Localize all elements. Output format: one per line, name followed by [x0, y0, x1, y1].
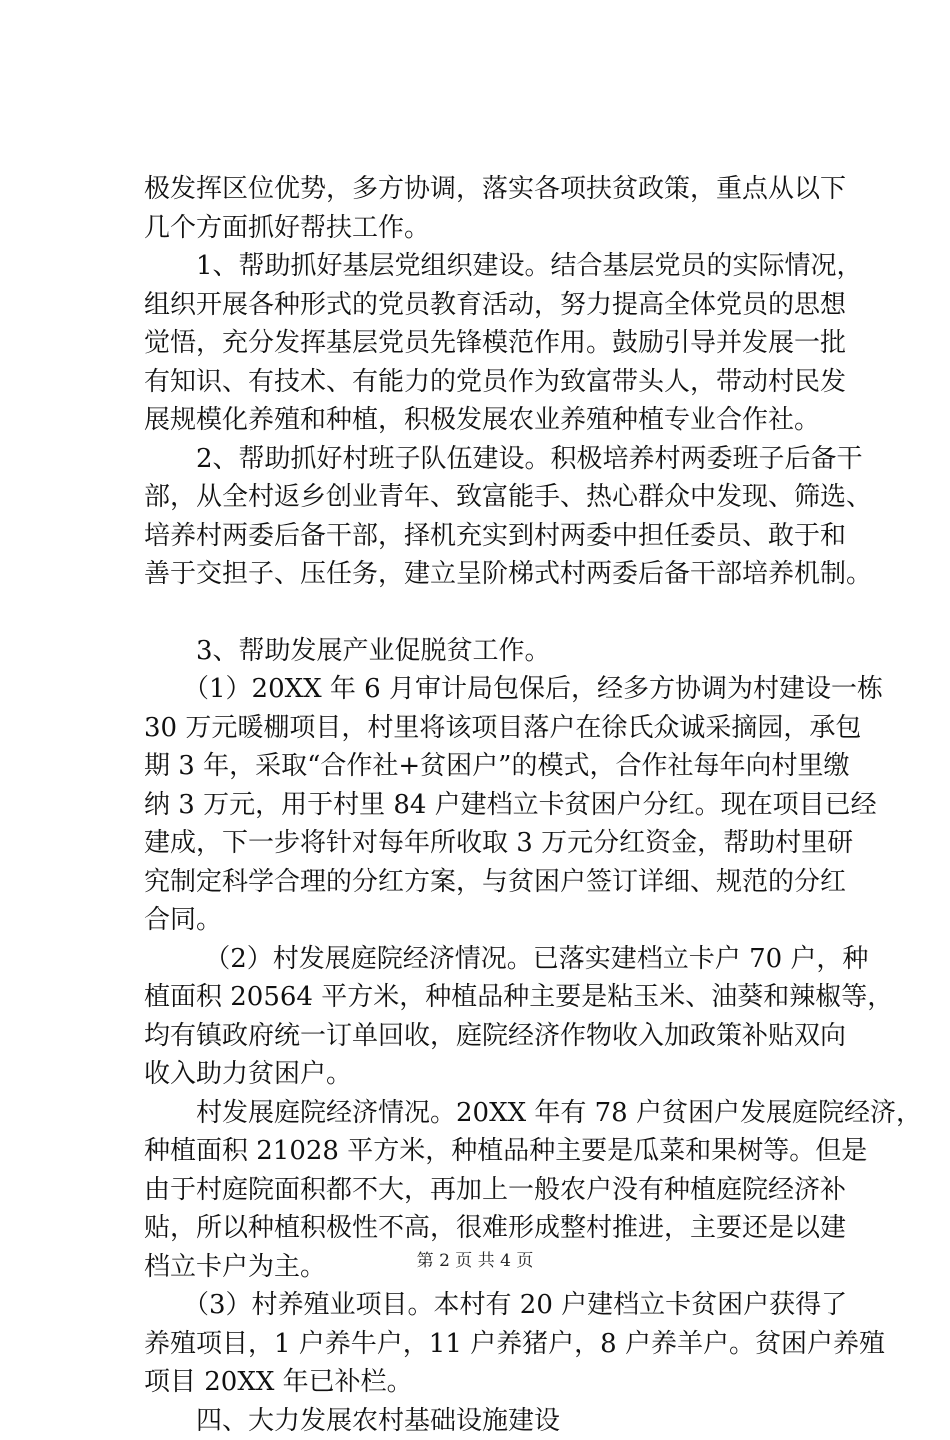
text-line: 由于村庭院面积都不大，再加上一般农户没有种植庭院经济补 — [144, 1171, 844, 1210]
text-line: （2）村发展庭院经济情况。已落实建档立卡户 70 户，种 — [144, 940, 844, 979]
text-line: 觉悟，充分发挥基层党员先锋模范作用。鼓励引导并发展一批 — [144, 324, 844, 363]
page-number-footer: 第 2 页 共 4 页 — [0, 1246, 950, 1271]
text-line: 档立卡户为主。 — [144, 1248, 844, 1287]
text-line: 植面积 20564 平方米，种植品种主要是粘玉米、油葵和辣椒等， — [144, 978, 844, 1017]
text-line: 2、帮助抓好村班子队伍建设。积极培养村两委班子后备干 — [144, 440, 844, 479]
text-line: 建成，下一步将针对每年所收取 3 万元分红资金，帮助村里研 — [144, 824, 844, 863]
text-line: （3）村养殖业项目。本村有 20 户建档立卡贫困户获得了 — [144, 1286, 844, 1325]
text-line: 种植面积 21028 平方米，种植品种主要是瓜菜和果树等。但是 — [144, 1132, 844, 1171]
text-line: 养殖项目，1 户养牛户，11 户养猪户，8 户养羊户。贫困户养殖 — [144, 1325, 844, 1364]
text-line: 村发展庭院经济情况。20XX 年有 78 户贫困户发展庭院经济， — [144, 1094, 844, 1133]
text-line: 1、帮助抓好基层党组织建设。结合基层党员的实际情况， — [144, 247, 844, 286]
text-line: 极发挥区位优势，多方协调，落实各项扶贫政策，重点从以下 — [144, 170, 844, 209]
text-line: 均有镇政府统一订单回收，庭院经济作物收入加政策补贴双向 — [144, 1017, 844, 1056]
text-line: （1）20XX 年 6 月审计局包保后，经多方协调为村建设一栋 — [144, 670, 844, 709]
paragraph-gap — [144, 594, 844, 632]
text-line: 期 3 年，采取“合作社+贫困户”的模式，合作社每年向村里缴 — [144, 747, 844, 786]
text-line: 项目 20XX 年已补栏。 — [144, 1363, 844, 1402]
text-line: 合同。 — [144, 901, 844, 940]
text-line: 部，从全村返乡创业青年、致富能手、热心群众中发现、筛选、 — [144, 478, 844, 517]
text-line: 贴，所以种植积极性不高，很难形成整村推进，主要还是以建 — [144, 1209, 844, 1248]
text-line: 善于交担子、压任务，建立呈阶梯式村两委后备干部培养机制。 — [144, 555, 844, 594]
text-line: 究制定科学合理的分红方案，与贫困户签订详细、规范的分红 — [144, 863, 844, 902]
text-line: 有知识、有技术、有能力的党员作为致富带头人，带动村民发 — [144, 363, 844, 402]
text-line: 纳 3 万元，用于村里 84 户建档立卡贫困户分红。现在项目已经 — [144, 786, 844, 825]
text-line: 收入助力贫困户。 — [144, 1055, 844, 1094]
text-line: 培养村两委后备干部，择机充实到村两委中担任委员、敢于和 — [144, 517, 844, 556]
text-line: 四、大力发展农村基础设施建设 — [144, 1402, 844, 1440]
text-line: 展规模化养殖和种植，积极发展农业养殖种植专业合作社。 — [144, 401, 844, 440]
text-line: 几个方面抓好帮扶工作。 — [144, 209, 844, 248]
text-line: 30 万元暖棚项目，村里将该项目落户在徐氏众诚采摘园，承包 — [144, 709, 844, 748]
text-line: 3、帮助发展产业促脱贫工作。 — [144, 632, 844, 671]
text-line: 组织开展各种形式的党员教育活动，努力提高全体党员的思想 — [144, 286, 844, 325]
